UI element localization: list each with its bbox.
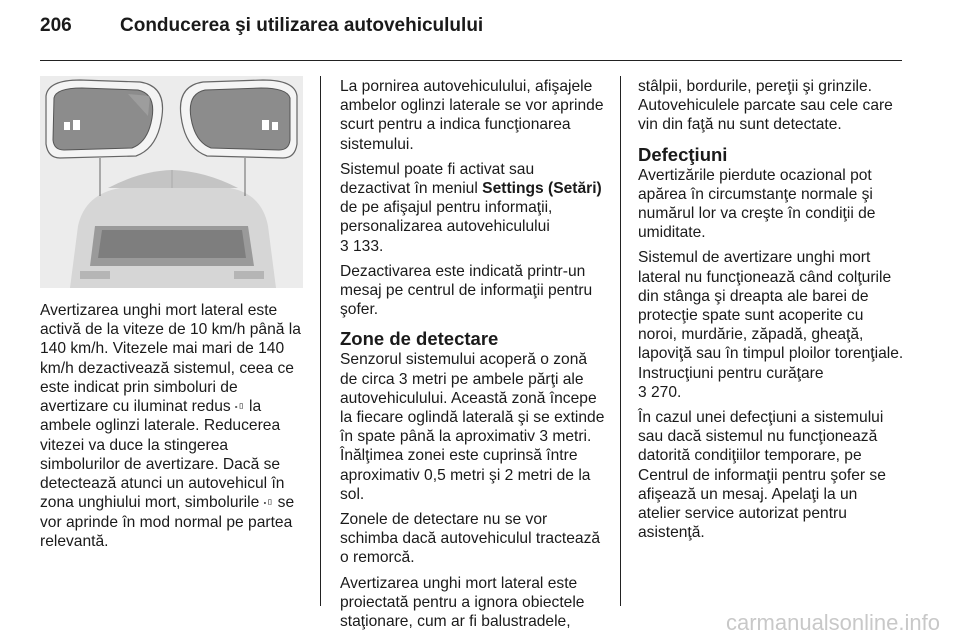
car-mirrors-illustration [40,76,303,288]
watermark: carmanualsonline.info [725,610,940,635]
page-header [40,8,920,48]
paragraph-system-fault: În cazul unei defecţiuni a sistemului sau dacă sistemul nu funcţionează datorită condiţiilor temporare, pe Centrul de informaţii pentru şofer se afişează un mesaj. Apelaţi la un atelier service autorizat pentru asistenţă. [638,409,886,542]
column-divider [320,76,321,606]
paragraph-settings: Sistemul poate fi activat sau dezactivat în meniul Settings (Setări) de pe afişajul pentru informaţii, personalizarea autovehiculului 3 133. [340,160,602,255]
column-divider [620,76,621,606]
page-number: 206 [40,15,72,36]
paragraph-startup: La pornirea autovehiculului, afişajele ambelor oglinzi laterale se vor aprinde scurt pentru a indica funcţionarea sistemului. [340,78,604,153]
column-2 [340,77,605,637]
paragraph-deactivation: Dezactivarea este indicată printr-un mesaj pe centrul de informaţii pentru şofer. [340,262,593,319]
paragraph-sensor-zone: Senzorul sistemului acoperă o zonă de circa 3 metri pe ambele părţi ale autovehiculului. Această zonă începe la fiecare oglindă laterală şi se extinde în spate până la aproximativ 3 metri. Înălţimea zonei este cuprinsă între aproximativ 0,5 metri şi 2 metri de la sol. [340,351,605,503]
paragraph-missed-warnings: Avertizările pierdute ocazional pot apărea în circumstanţe normale şi numărul lor va creşte în condiţii de umiditate. [638,166,876,242]
header-rule [40,60,902,61]
paragraph-trailer: Zonele de detectare nu se vor schimba dacă autovehiculul tractează o remorcă. [340,511,601,567]
column-3 [638,77,904,548]
blind-spot-warning-icon: ⬞▯ [263,497,274,508]
page-reference: 3 270. [638,383,682,401]
heading-faults: Defecţiuni [638,143,728,165]
page-title: Conducerea şi utilizarea autovehiculului [120,15,484,36]
paragraph-not-detected: stâlpii, bordurile, pereţii şi grinzile. Autovehiculele parcate sau cele care vin din faţă nu sunt detectate. [638,78,893,134]
settings-menu-label: Settings (Setări) [482,180,602,198]
blind-spot-warning-icon: ⬞▯ [235,401,245,412]
paragraph-bumper-covered: Sistemul de avertizare unghi mort lateral nu funcţionează când colţurile din stânga şi dreapta ale barei de protecţie spate sunt acoperite cu noroi, murdărie, zăpadă, gheaţă, lapoviţă sau în timpul ploilor torenţiale. Instrucţiuni pentru curăţare 3 270. [638,249,904,401]
paragraph-blind-spot-speed: Avertizarea unghi mort lateral este activă de la viteze de 10 km/h până la 140 km/h. Vitezele mai mari de 140 km/h dezactivează sistemul, ceea ce este indicat prin simboluri de avertizare cu iluminat redus ⬞▯ la ambele oglinzi laterale. Reducerea vitezei va duce la stingerea simbolurilor de avertizare. Dacă se detectează atunci un autovehicul în zona unghiului mort, simbolurile ⬞▯ se vor aprinde în mod normal pe partea relevantă. [40,302,301,550]
column-1 [40,301,306,557]
paragraph-stationary-objects: Avertizarea unghi mort lateral este proiectată pentru a ignora obiectele staţionare, cum ar fi balustradele, [340,574,585,631]
blind-spot-illustration [40,76,303,288]
heading-detection-zones: Zone de detectare [340,328,499,350]
page-reference: 3 133. [340,237,384,255]
